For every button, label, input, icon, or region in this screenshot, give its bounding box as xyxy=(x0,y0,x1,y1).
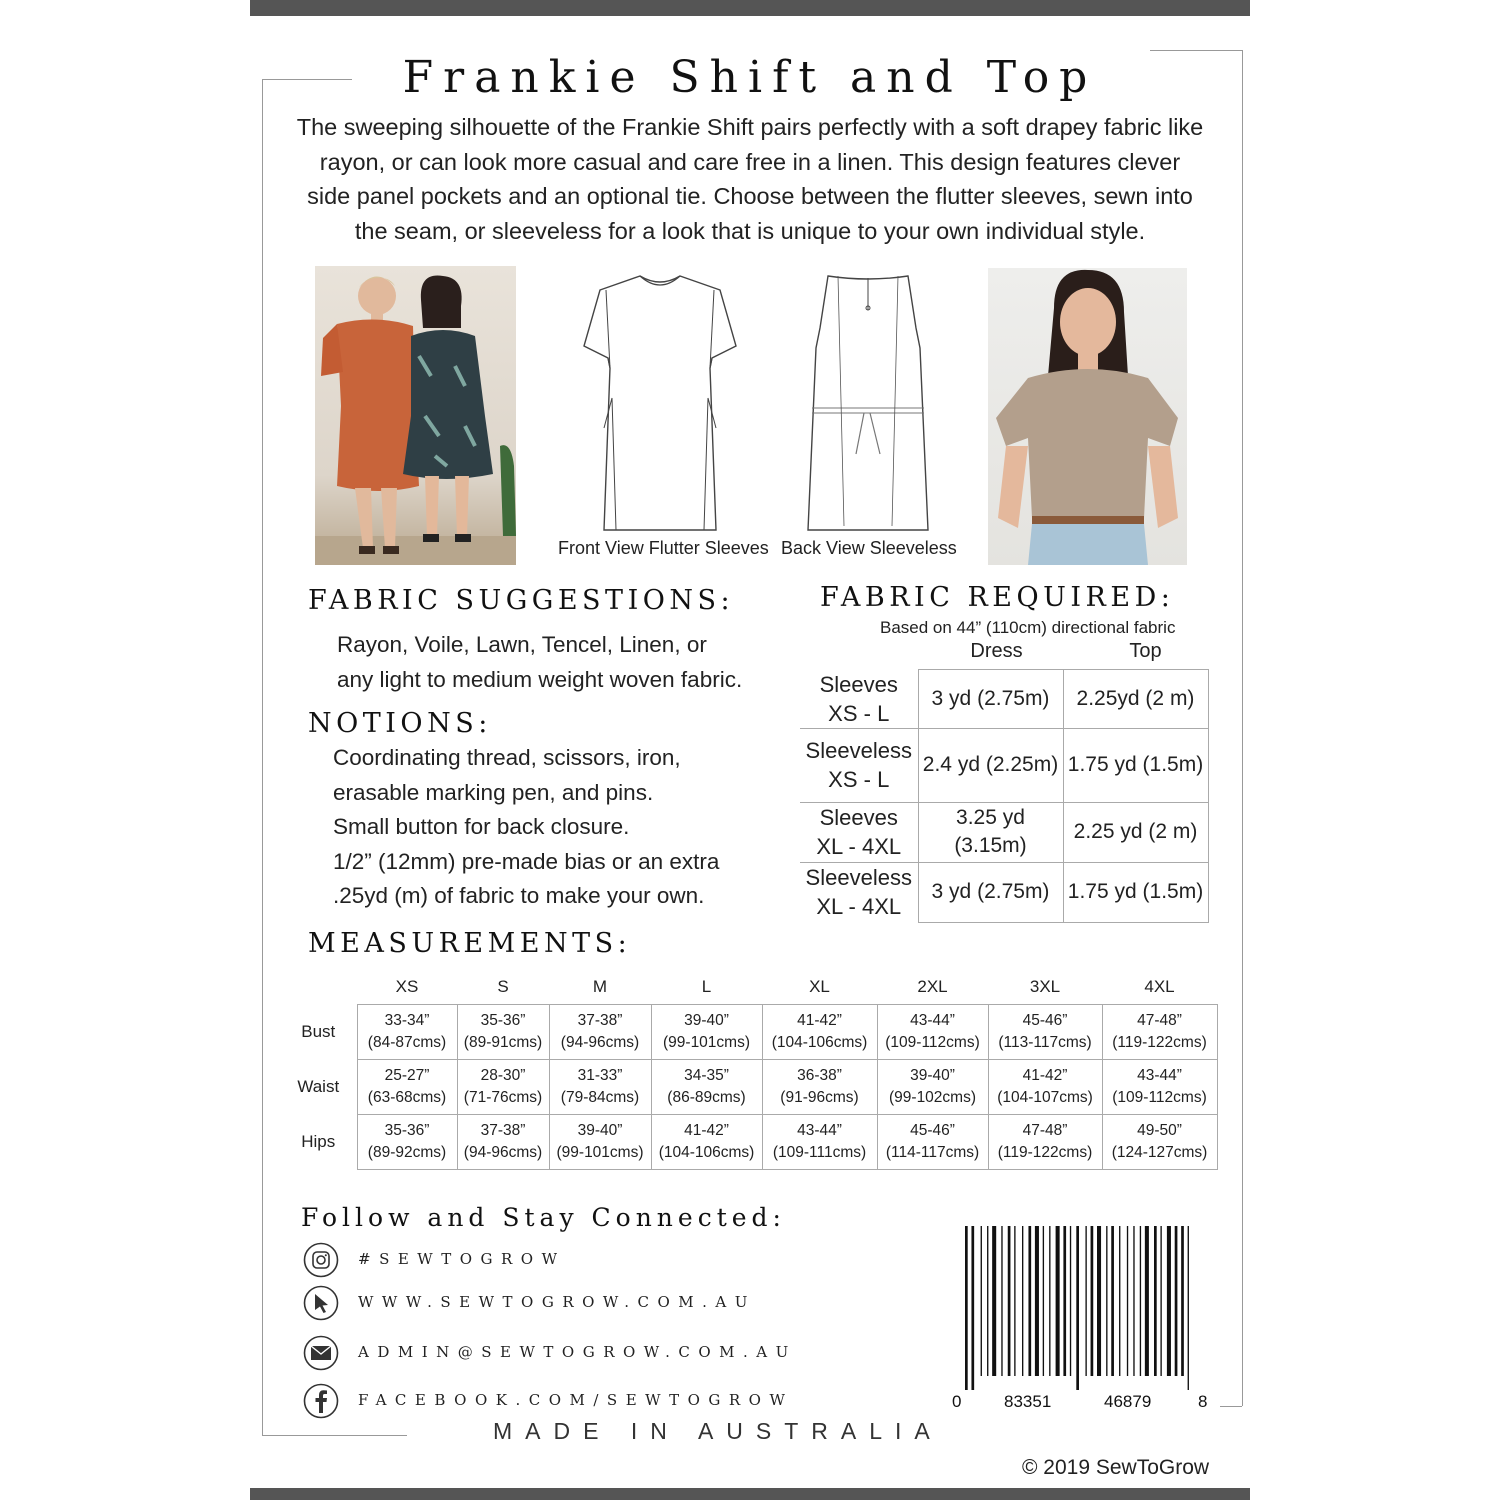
barcode-bar xyxy=(1127,1226,1128,1376)
fabric-required-heading: FABRIC REQUIRED: xyxy=(820,582,1175,613)
measurement-cell xyxy=(549,1114,651,1169)
cell-dress: 3.25 yd (3.15m) xyxy=(918,802,1063,862)
cms-value: (84-87cms) xyxy=(367,1033,447,1051)
frame-line xyxy=(1150,50,1242,51)
inches-value: 43-44” xyxy=(910,1011,955,1029)
column-header-top: Top xyxy=(1129,640,1162,662)
fabric-suggestions-text xyxy=(337,628,742,697)
frame-line xyxy=(262,79,263,1435)
barcode-image xyxy=(963,1226,1205,1390)
notions-line: 1/2” (12mm) pre-made bias or an extra xyxy=(333,848,720,874)
measurement-cell xyxy=(877,1114,988,1169)
inches-value: 41-42” xyxy=(684,1121,729,1139)
inches-value: 41-42” xyxy=(797,1011,842,1029)
inches-value: 45-46” xyxy=(910,1121,955,1139)
cms-value: (94-96cms) xyxy=(560,1033,640,1051)
copyright-notice: © 2019 SewToGrow xyxy=(1022,1456,1210,1479)
follow-heading: Follow and Stay Connected: xyxy=(301,1203,786,1232)
cms-value: (104-106cms) xyxy=(771,1033,868,1051)
row-label-style: Sleeves xyxy=(819,805,898,830)
barcode-bar xyxy=(1140,1226,1141,1376)
barcode-bar xyxy=(965,1226,968,1390)
cms-value: (119-122cms) xyxy=(1112,1033,1207,1051)
barcode-digit: 8 xyxy=(1198,1392,1208,1411)
cms-value: (89-92cms) xyxy=(367,1143,447,1161)
cell-dress: 2.4 yd (2.25m) xyxy=(918,728,1063,802)
model-photo-dresses xyxy=(315,266,516,565)
barcode-bar xyxy=(1035,1226,1039,1376)
website-link[interactable]: WWW.SEWTOGROW.COM.AU xyxy=(358,1293,756,1311)
barcode-bar xyxy=(1154,1226,1157,1376)
row-label-style: Sleeveless xyxy=(805,865,912,891)
measurement-cell xyxy=(651,1059,762,1114)
measurement-cell xyxy=(357,1114,457,1169)
barcode-bar xyxy=(1070,1226,1071,1376)
barcode-bar xyxy=(1181,1226,1184,1376)
barcode-bar xyxy=(992,1226,996,1376)
cms-value: (79-84cms) xyxy=(560,1088,640,1106)
measurement-row-bust xyxy=(280,1004,1217,1059)
facebook-link[interactable]: FACEBOOK.COM/SEWTOGROW xyxy=(358,1391,794,1409)
measurement-cell xyxy=(457,1114,549,1169)
measurement-cell xyxy=(877,1059,988,1114)
barcode-bar xyxy=(1091,1226,1094,1376)
measurement-cell xyxy=(457,1059,549,1114)
frame-line xyxy=(1242,50,1243,1406)
measurement-cell xyxy=(762,1004,877,1059)
back-view-sketch xyxy=(798,268,938,533)
size-header: 2XL xyxy=(917,976,948,996)
barcode-digit: 0 xyxy=(952,1392,962,1411)
made-in-australia: MADE IN AUSTRALIA xyxy=(493,1418,943,1444)
inches-value: 39-40” xyxy=(910,1066,955,1084)
size-header: 4XL xyxy=(1144,976,1175,996)
measurement-cell xyxy=(988,1004,1102,1059)
cms-value: (89-91cms) xyxy=(463,1033,543,1051)
fabric-suggestion-line: any light to medium weight woven fabric. xyxy=(337,666,743,692)
facebook-icon xyxy=(303,1383,339,1419)
row-label-size: XS - L xyxy=(828,767,890,792)
size-header: 3XL xyxy=(1029,976,1061,996)
measurement-cell xyxy=(357,1004,457,1059)
inches-value: 45-46” xyxy=(1022,1011,1068,1029)
barcode-bar xyxy=(981,1226,982,1376)
social-email[interactable] xyxy=(303,1335,943,1375)
barcode-bar xyxy=(1056,1226,1060,1376)
size-header-row xyxy=(280,970,1217,1004)
row-label-style: Sleeves xyxy=(819,671,898,697)
measurement-cell xyxy=(549,1004,651,1059)
inches-value: 37-38” xyxy=(480,1121,526,1139)
barcode-bar xyxy=(1160,1226,1161,1376)
cms-value: (63-68cms) xyxy=(367,1088,447,1106)
barcode-digit: 83351 xyxy=(1004,1392,1052,1411)
measurement-row-hips xyxy=(280,1114,1217,1169)
email-link[interactable]: ADMIN@SEWTOGROW.COM.AU xyxy=(358,1343,797,1361)
instagram-icon xyxy=(303,1242,339,1278)
cms-value: (109-112cms) xyxy=(885,1033,980,1051)
row-label: Waist xyxy=(297,1076,340,1096)
bottom-bar xyxy=(250,1488,1250,1500)
row-label-style: Sleeveless xyxy=(805,738,912,763)
barcode-bar xyxy=(1167,1226,1171,1376)
column-header-dress: Dress xyxy=(970,640,1023,662)
cell-top: 1.75 yd (1.5m) xyxy=(1063,728,1208,802)
table-row xyxy=(800,670,1208,729)
measurement-cell xyxy=(1102,1059,1217,1114)
table-row xyxy=(800,862,1208,922)
fabric-required-note: Based on 44” (110cm) directional fabric xyxy=(880,618,1176,637)
inches-value: 39-40” xyxy=(684,1011,729,1029)
row-label-size: XL - 4XL xyxy=(816,894,902,920)
notions-line: Small button for back closure. xyxy=(333,814,630,839)
inches-value: 33-34” xyxy=(384,1011,430,1029)
inches-value: 41-42” xyxy=(1022,1066,1068,1084)
size-header: M xyxy=(592,976,608,996)
caption-back-view: Back View Sleeveless xyxy=(781,538,957,558)
barcode-bar xyxy=(1008,1226,1011,1376)
barcode-bar xyxy=(1145,1226,1149,1376)
barcode-bar xyxy=(971,1226,974,1390)
model-photo-dresses-art xyxy=(315,266,516,565)
inches-value: 25-27” xyxy=(384,1066,430,1084)
barcode-bar xyxy=(1188,1226,1189,1390)
barcode-bar xyxy=(1014,1226,1015,1376)
measurement-cell xyxy=(357,1059,457,1114)
barcode-bar xyxy=(1076,1226,1079,1390)
cell-top: 2.25yd (2 m) xyxy=(1063,670,1208,729)
notions-text xyxy=(333,741,719,914)
notions-line: Coordinating thread, scissors, iron, xyxy=(333,745,681,770)
cell-dress: 3 yd (2.75m) xyxy=(918,670,1063,729)
barcode-bar xyxy=(1049,1226,1050,1376)
measurements-heading: MEASUREMENTS: xyxy=(308,928,632,959)
cms-value: (99-101cms) xyxy=(556,1143,644,1161)
barcode-bar xyxy=(1106,1226,1107,1376)
row-label-size: XS - L xyxy=(828,700,890,726)
measurement-cell xyxy=(651,1114,762,1169)
measurement-cell xyxy=(877,1004,988,1059)
measurement-cell xyxy=(1102,1004,1217,1059)
cell-dress: 3 yd (2.75m) xyxy=(918,862,1063,922)
measurement-cell xyxy=(549,1059,651,1114)
measurement-cell xyxy=(988,1059,1102,1114)
cms-value: (94-96cms) xyxy=(463,1143,543,1161)
cursor-icon xyxy=(303,1285,339,1321)
cms-value: (91-96cms) xyxy=(780,1088,859,1106)
inches-value: 35-36” xyxy=(480,1011,526,1029)
measurement-cell xyxy=(762,1114,877,1169)
row-label: Bust xyxy=(301,1021,336,1041)
social-facebook[interactable] xyxy=(303,1383,943,1423)
mail-icon xyxy=(303,1335,339,1371)
cms-value: (99-101cms) xyxy=(663,1033,750,1051)
table-row xyxy=(800,728,1208,802)
measurement-cell xyxy=(988,1114,1102,1169)
cms-value: (109-111cms) xyxy=(772,1143,867,1161)
inches-value: 49-50” xyxy=(1137,1121,1182,1139)
fabric-suggestion-line: Rayon, Voile, Lawn, Tencel, Linen, or xyxy=(337,632,707,657)
barcode-bar xyxy=(1111,1226,1114,1376)
measurements-table xyxy=(280,970,1218,1170)
row-label xyxy=(800,670,918,729)
cell-top: 2.25 yd (2 m) xyxy=(1063,802,1208,862)
barcode-bar xyxy=(1063,1226,1066,1376)
notions-line: .25yd (m) of fabric to make your own. xyxy=(333,883,705,908)
fabric-required-table xyxy=(800,669,1209,923)
size-header: L xyxy=(701,976,712,996)
frame-line xyxy=(1220,1406,1242,1407)
barcode-bar xyxy=(1022,1226,1023,1376)
social-instagram[interactable] xyxy=(303,1242,943,1282)
cell-top: 1.75 yd (1.5m) xyxy=(1063,862,1208,922)
page-title: Frankie Shift and Top xyxy=(402,52,1098,103)
inches-value: 43-44” xyxy=(797,1121,842,1139)
front-view-sketch xyxy=(580,268,740,533)
cms-value: (99-102cms) xyxy=(889,1088,976,1106)
model-photo-top-art xyxy=(988,268,1187,565)
row-label xyxy=(800,862,918,922)
row-label xyxy=(800,728,918,802)
cms-value: (114-117cms) xyxy=(885,1143,980,1161)
model-photo-top xyxy=(988,268,1187,565)
row-label-size: XL - 4XL xyxy=(816,834,902,859)
barcode-bar xyxy=(1119,1226,1120,1376)
notions-heading: NOTIONS: xyxy=(308,708,492,739)
instagram-handle[interactable]: #SEWTOGROW xyxy=(358,1250,566,1268)
barcode-bar xyxy=(1097,1226,1101,1376)
size-header: XL xyxy=(809,976,830,996)
intro-paragraph: The sweeping silhouette of the Frankie Shift pairs perfectly with a soft drapey fabric like rayon, or can look more casual and care free in a linen. This design features clever side panel pockets and an optional tie. Choose between the flutter sleeves, sewn into the seam, or sleeveless for a look that is unique to your own individual style. xyxy=(296,114,1204,244)
barcode-bar xyxy=(1001,1226,1002,1376)
barcode-bar xyxy=(987,1226,988,1376)
corner-cell xyxy=(280,970,357,1004)
measurement-cell xyxy=(1102,1114,1217,1169)
inches-value: 31-33” xyxy=(577,1066,623,1084)
measurement-cell xyxy=(762,1059,877,1114)
barcode-digit: 46879 xyxy=(1104,1392,1152,1411)
size-header: XS xyxy=(395,976,419,996)
inches-value: 36-38” xyxy=(797,1066,842,1084)
cms-value: (119-122cms) xyxy=(997,1143,1093,1161)
row-label xyxy=(800,802,918,862)
inches-value: 28-30” xyxy=(480,1066,526,1084)
measurement-cell xyxy=(457,1004,549,1059)
table-row xyxy=(800,802,1208,862)
barcode-bar xyxy=(1043,1226,1044,1376)
barcode-bar xyxy=(1028,1226,1031,1376)
inches-value: 47-48” xyxy=(1137,1011,1182,1029)
caption-front-view: Front View Flutter Sleeves xyxy=(558,538,769,558)
social-website[interactable] xyxy=(303,1285,943,1325)
top-bar xyxy=(250,0,1250,16)
cms-value: (104-107cms) xyxy=(997,1088,1093,1106)
frame-line xyxy=(262,1435,407,1436)
inches-value: 35-36” xyxy=(384,1121,430,1139)
cms-value: (124-127cms) xyxy=(1111,1143,1208,1161)
cms-value: (86-89cms) xyxy=(667,1088,746,1106)
notions-line: erasable marking pen, and pins. xyxy=(333,779,654,805)
barcode-bar xyxy=(1133,1226,1134,1376)
inches-value: 43-44” xyxy=(1137,1066,1182,1084)
cms-value: (109-112cms) xyxy=(1112,1088,1207,1106)
cms-value: (71-76cms) xyxy=(463,1088,543,1106)
barcode-bar xyxy=(1175,1226,1178,1376)
inches-value: 34-35” xyxy=(684,1066,729,1084)
measurement-cell xyxy=(651,1004,762,1059)
inches-value: 39-40” xyxy=(577,1121,623,1139)
measurement-row-waist xyxy=(280,1059,1217,1114)
cms-value: (104-106cms) xyxy=(658,1143,755,1161)
inches-value: 37-38” xyxy=(577,1011,623,1029)
row-label: Hips xyxy=(301,1131,336,1151)
fabric-suggestions-heading: FABRIC SUGGESTIONS: xyxy=(308,585,735,616)
cms-value: (113-117cms) xyxy=(998,1033,1092,1051)
inches-value: 47-48” xyxy=(1022,1121,1068,1139)
size-header: S xyxy=(497,976,509,996)
barcode-bar xyxy=(1085,1226,1086,1376)
